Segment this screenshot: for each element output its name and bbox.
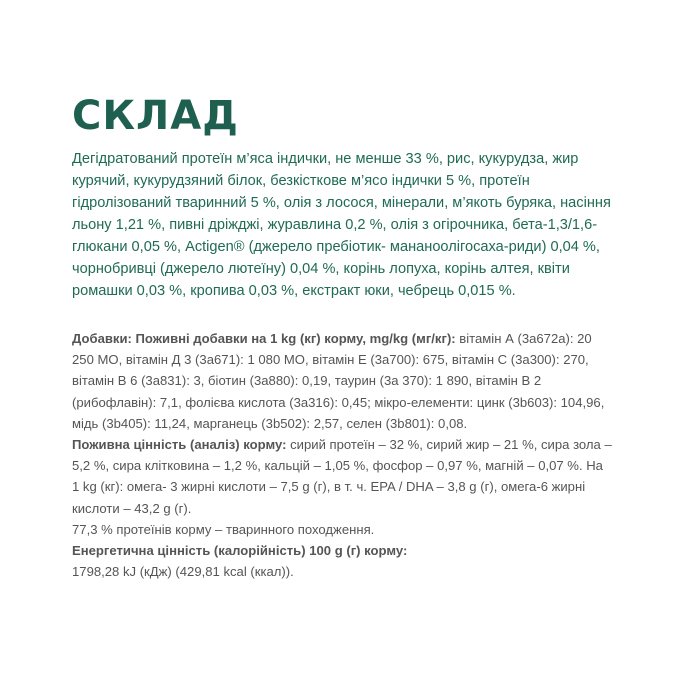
section-title: СКЛАД xyxy=(72,93,239,139)
additives-paragraph xyxy=(72,328,612,434)
animal-origin-text: 77,3 % протеїнів корму – тваринного походження. xyxy=(72,521,375,537)
nutrition-paragraph xyxy=(72,434,612,519)
additives-text: вітамін А (3а672а): 20 250 МО, вітамін Д 3 (3а671): 1 080 МО, вітамін Е (3а700): 675, вітамін С (3а300): 270, вітамін В 6 (3а831): 3, біотин (3а880): 0,19, таурин (3а 370): 1 890, вітамін В 2 (рибофлавін): 7,1, фолієва кислота (3а316): 0,45; мікро-елементи: цинк (3b603): 104,96, мідь (3b405): 11,24, марганець (3b502): 2,57, селен (3b801): 0,08. xyxy=(72,331,605,431)
energy-text: 1798,28 kJ (кДж) (429,81 kcal (ккал)). xyxy=(72,564,294,580)
nutrition-text: сирий протеїн – 32 %, сирий жир – 21 %, сира зола – 5,2 %, сира клітковина – 1,2 %, кальцій – 1,05 %, фосфор – 0,97 %, магній – 0,07 %. На 1 kg (кг): омега- 3 жирні кислоти – 7,5 g (г), в т. ч. EPA / DHA – 3,8 g (г), омега-6 жирні кислоти – 43,2 g (г). xyxy=(72,437,612,516)
ingredients-panel xyxy=(72,90,620,582)
additives-label: Добавки: Поживні добавки на 1 kg (кг) корму, mg/kg (мг/кг): xyxy=(72,331,456,346)
nutrition-label: Поживна цінність (аналіз) корму: xyxy=(72,437,287,453)
energy-label: Енергетична цінність (калорійність) 100 g (г) корму: xyxy=(72,543,408,559)
additives-block xyxy=(72,328,612,582)
composition-text: Дегідратований протеїн м’яса індички, не менше 33 %, рис, кукурудза, жир курячий, кукурудзяний білок, безкісткове м’ясо індички 5 %, протеїн гідролізований тваринний 5 %, олія з лосося, мінерали, м’якоть буряка, насіння льону 1,21 %, пивні дріжджі, журавлина 0,2 %, олія з огірочника, бета-1,3/1,6-глюкани 0,05 %, Actigen® (джерело пребіотик- мананоолігосаха-риди) 0,04 %, чорнобривці (джерело лютеїну) 0,04 %, корінь лопуха, корінь алтея, квіти ромашки 0,03 %, кропива 0,03 %, екстракт юки, чебрець 0,015 %. xyxy=(72,151,611,299)
